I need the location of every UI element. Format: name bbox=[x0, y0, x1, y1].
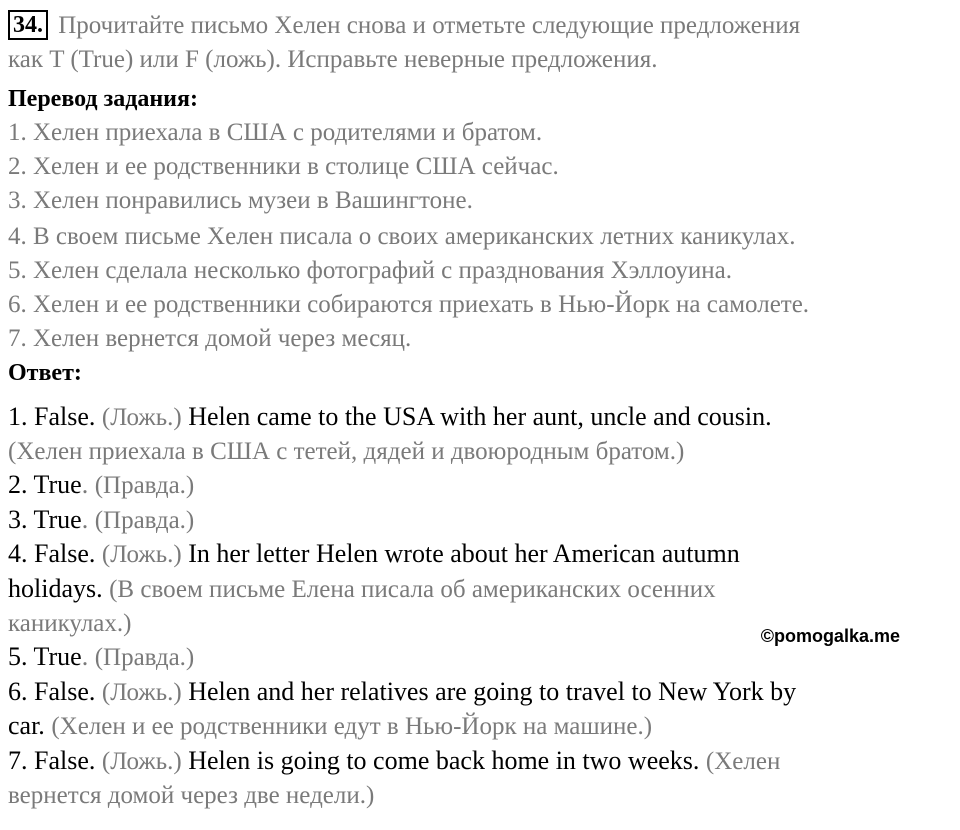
answer-6-russian: (Хелен и ее родственники едут в Нью-Йорк на машине.) bbox=[51, 713, 653, 741]
answer-list bbox=[8, 400, 954, 812]
answer-6-english-2: car. bbox=[8, 711, 45, 741]
answer-5-dot: . bbox=[81, 642, 89, 672]
answer-7-russian-1: (Хелен bbox=[705, 747, 781, 775]
translation-item: 3. Хелен понравились музеи в Вашингтоне. bbox=[8, 187, 473, 214]
answer-1-russian: (Хелен приехала в США с тетей, дядей и двоюродным братом.) bbox=[8, 437, 685, 465]
answer-2-dot: . bbox=[81, 470, 89, 500]
answer-4-label: 4. False. bbox=[8, 539, 96, 569]
translation-item: 7. Хелен вернется домой через месяц. bbox=[8, 325, 412, 352]
answer-6-english-1: Helen and her relatives are going to travel to New York by bbox=[188, 676, 797, 706]
translation-item: 6. Хелен и ее родственники собираются приехать в Нью-Йорк на самолете. bbox=[8, 291, 810, 318]
translation-item: 2. Хелен и ее родственники в столице США сейчас. bbox=[8, 153, 559, 180]
answer-1 bbox=[8, 400, 954, 435]
answer-6-continued bbox=[8, 709, 954, 744]
answer-7-note: (Ложь.) bbox=[101, 747, 182, 775]
translation-list bbox=[8, 116, 954, 218]
answer-4-russian-2: каникулах.) bbox=[8, 609, 132, 637]
answer-1-note: (Ложь.) bbox=[101, 404, 182, 431]
answer-3-note: (Правда.) bbox=[94, 506, 195, 534]
answer-7-russian-2: вернется домой через две недели.) bbox=[8, 781, 375, 809]
answer-4-english-2: holidays. bbox=[8, 573, 103, 603]
translation-item: 1. Хелен приехала в США с родителями и братом. bbox=[8, 119, 543, 146]
answer-7-english: Helen is going to come back home in two weeks. bbox=[188, 745, 700, 775]
answer-4-note: (Ложь.) bbox=[101, 541, 182, 569]
answer-6 bbox=[8, 675, 954, 710]
translation-item: 4. В своем письме Хелен писала о своих американских летних каникулах. bbox=[8, 223, 796, 250]
answer-7 bbox=[8, 744, 954, 779]
task-text-line-1: Прочитайте письмо Хелен снова и отметьте следующие предложения bbox=[58, 12, 801, 39]
document-page bbox=[8, 0, 954, 812]
translation-heading: Перевод задания: bbox=[8, 86, 198, 112]
translation-list-continued bbox=[8, 220, 954, 356]
answer-4-russian-1: (В своем письме Елена писала об американских осенних bbox=[109, 575, 716, 603]
task-statement bbox=[8, 9, 954, 77]
answer-5-label: 5. True bbox=[8, 642, 82, 672]
answer-6-label: 6. False. bbox=[8, 676, 96, 706]
answer-3 bbox=[8, 503, 954, 538]
answer-7-label: 7. False. bbox=[8, 745, 96, 775]
answer-4 bbox=[8, 537, 954, 572]
task-number: 34. bbox=[8, 10, 48, 40]
answer-heading: Ответ: bbox=[8, 360, 82, 386]
answer-5-note: (Правда.) bbox=[94, 644, 195, 672]
answer-2-label: 2. True bbox=[8, 470, 82, 500]
answer-6-note: (Ложь.) bbox=[101, 678, 182, 706]
task-text-line-2: как T (True) или F (ложь). Исправьте неверные предложения. bbox=[8, 46, 658, 73]
answer-2-note: (Правда.) bbox=[94, 472, 195, 500]
answer-3-label: 3. True bbox=[8, 504, 82, 534]
translation-item: 5. Хелен сделала несколько фотографий с празднования Хэллоуина. bbox=[8, 257, 732, 284]
answer-4-continued bbox=[8, 572, 954, 607]
answer-2 bbox=[8, 468, 954, 503]
watermark: ©pomogalka.me bbox=[760, 626, 900, 646]
answer-1-english: Helen came to the USA with her aunt, uncle and cousin. bbox=[188, 402, 772, 431]
answer-4-english-1: In her letter Helen wrote about her American autumn bbox=[188, 539, 740, 569]
answer-3-dot: . bbox=[81, 504, 89, 534]
answer-1-label: 1. False. bbox=[8, 402, 96, 431]
